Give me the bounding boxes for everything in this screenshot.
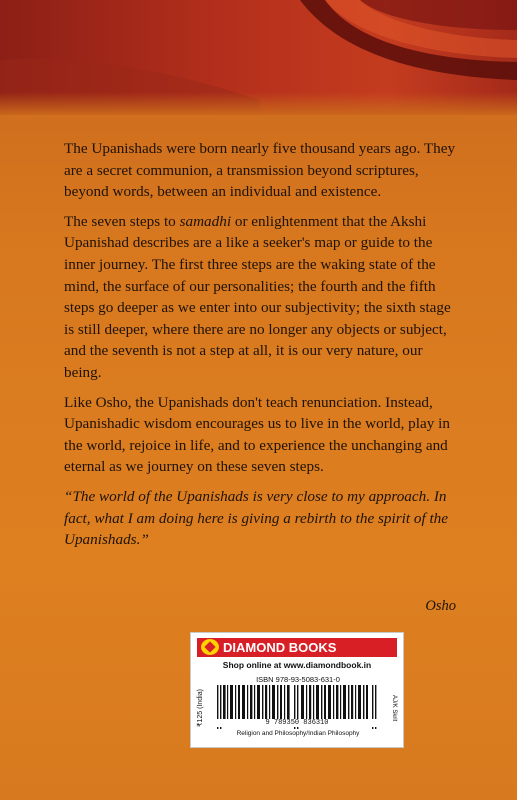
side-code: AJ/K Skrit	[391, 694, 397, 722]
quote-author: Osho	[425, 598, 456, 614]
category-text: Religion and Philosophy/Indian Philosophy	[236, 730, 360, 737]
price-label: ₹125 (India)	[197, 689, 204, 727]
barcode-area	[197, 673, 397, 743]
description	[64, 138, 456, 559]
publisher-name: DIAMOND BOOKS	[223, 640, 337, 655]
paragraph-2-part-2: or enlightenment that the Akshi Upanishad describes are a like a seeker's map or guide to the inner journey. The first three steps are the waking state of the mind, the surface of our personalities; the fourth and the fifth steps go deeper as we enter into our subjectivity; the sixth stage is still deeper, where there are no longer any objects or subject, and the seventh is not a step at all, it is our very nature, our being.	[64, 212, 451, 381]
osho-quote: “The world of the Upanishads is very close to my approach. In fact, what I am doing here is giving a rebirth to the spirit of the Upanishads.”	[64, 487, 449, 549]
paragraph-2-part-1: The seven steps to	[64, 212, 180, 230]
publisher-logo	[197, 638, 397, 657]
shop-online-text: Shop online at www.diamondbook.in	[222, 660, 372, 670]
paragraph-3: Like Osho, the Upanishads don't teach renunciation. Instead, Upanishadic wisdom encourages us to live in the world, play in the world, rejoice in life, and to experience the unchanging and eternal as we journey on these seven steps.	[64, 393, 450, 476]
samadhi-term: samadhi	[179, 212, 232, 230]
header-artwork	[0, 0, 517, 115]
paragraph-2	[64, 211, 456, 384]
diamond-logo-icon	[201, 639, 219, 655]
paragraph-1: The Upanishads were born nearly five thousand years ago. They are a secret communion, a transmission beyond scriptures, beyond words, between an individual and existence.	[64, 140, 456, 201]
barcode-digits: 9 789350 836310	[213, 719, 381, 727]
publisher-box	[190, 632, 404, 748]
isbn-text: ISBN 978-93-5083-631-0	[256, 675, 340, 684]
